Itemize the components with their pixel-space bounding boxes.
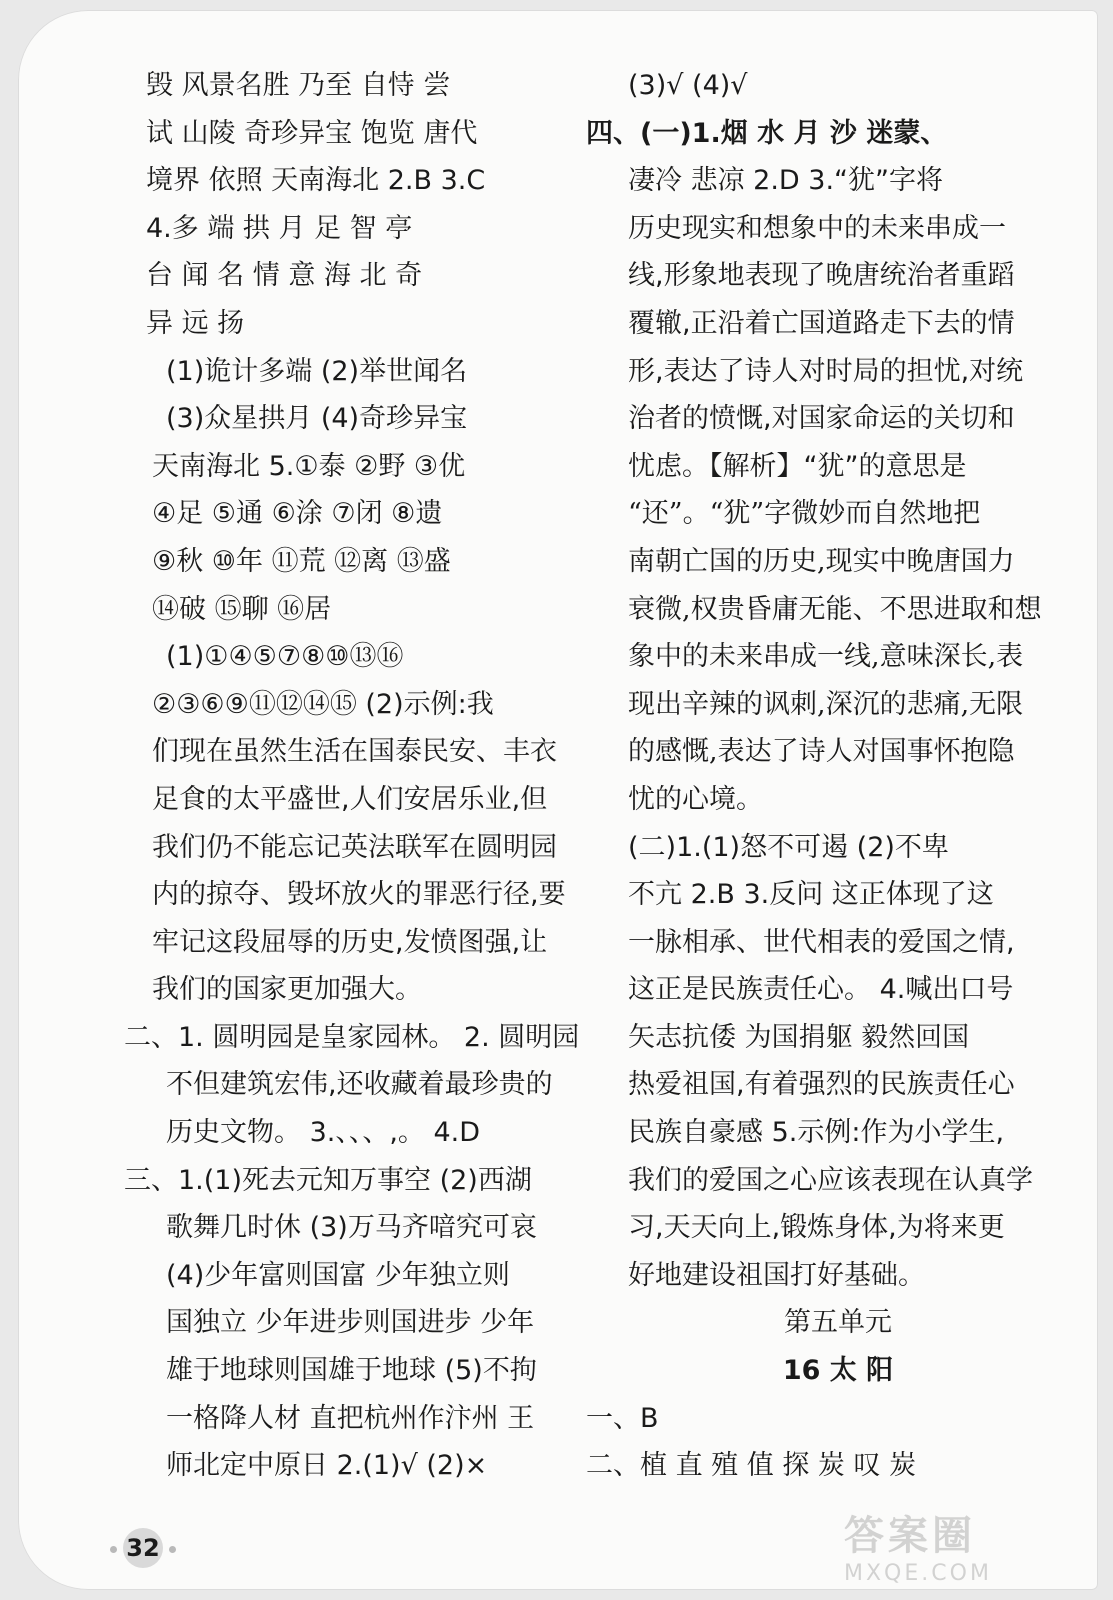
- text-line: 我们仍不能忘记英法联军在圆明园: [152, 831, 557, 863]
- dot-decoration: [110, 1546, 117, 1553]
- text-line: 矢志抗倭 为国捐躯 毅然回国: [628, 1021, 970, 1053]
- text-line: 国独立 少年进步则国进步 少年: [166, 1307, 535, 1339]
- analysis-line: “还”。“犹”字微妙而自然地把: [628, 498, 981, 530]
- left-column: [124, 62, 580, 1490]
- section-line: 一、B: [586, 1402, 659, 1434]
- answer-page: [18, 10, 1098, 1590]
- text-line: 台 闻 名 情 意 海 北 奇: [146, 260, 423, 292]
- watermark-url: MXQE.COM: [844, 1561, 992, 1586]
- analysis-line: 衰微,权贵昏庸无能、不思进取和想: [628, 593, 1042, 625]
- text-line: 牢记这段屈辱的历史,发愤图强,让: [152, 926, 548, 958]
- text-line: 师北定中原日 2.(1)√ (2)×: [166, 1450, 488, 1482]
- text-line: 治者的愤慨,对国家命运的关切和: [628, 403, 1015, 435]
- text-line: (4)少年富则国富 少年独立则: [166, 1259, 510, 1291]
- section-line: 四、(一)1.烟 水 月 沙 迷蒙、: [586, 117, 948, 149]
- text-line: ④足 ⑤通 ⑥涂 ⑦闭 ⑧遗: [152, 498, 443, 530]
- text-line: 歌舞几时休 (3)万马齐喑究可哀: [166, 1212, 537, 1244]
- text-line: 4.多 端 拱 月 足 智 亭: [146, 212, 413, 244]
- text-line: 不亢 2.B 3.反问 这正体现了这: [628, 879, 994, 911]
- text-line: 形,表达了诗人对时局的担忧,对统: [628, 355, 1024, 387]
- text-line: 历史现实和想象中的未来串成一: [628, 212, 1006, 244]
- text-line: (3)√ (4)√: [628, 70, 748, 101]
- text-line: 民族自豪感 5.示例:作为小学生,: [628, 1117, 1005, 1149]
- lesson-title: 16 太 阳: [782, 1355, 894, 1387]
- text-line: 我们的爱国之心应该表现在认真学: [628, 1164, 1033, 1196]
- watermark-text: 答案圈: [844, 1513, 976, 1559]
- text-line: 足食的太平盛世,人们安居乐业,但: [152, 783, 548, 815]
- section-line: 三、1.(1)死去元知万事空 (2)西湖: [124, 1164, 532, 1196]
- text-line: ⑨秋 ⑩年 ⑪荒 ⑫离 ⑬盛: [152, 545, 451, 577]
- text-line: 好地建设祖国打好基础。: [628, 1259, 925, 1291]
- page-number-label: 32: [123, 1528, 163, 1568]
- dot-decoration: [169, 1546, 176, 1553]
- text-line: 天南海北 5.①泰 ②野 ③优: [152, 450, 466, 482]
- text-line: 内的掠夺、毁坏放火的罪恶行径,要: [152, 879, 566, 911]
- text-line: 凄冷 悲凉 2.D 3.“犹”字将: [628, 165, 944, 197]
- text-line: 一格降人材 直把杭州作汴州 王: [166, 1402, 535, 1434]
- text-line: 热爱祖国,有着强烈的民族责任心: [628, 1069, 1015, 1101]
- analysis-line: 象中的未来串成一线,意味深长,表: [628, 641, 1024, 673]
- text-line: 这正是民族责任心。 4.喊出口号: [628, 974, 1014, 1006]
- text-line: 一脉相承、世代相表的爱国之情,: [628, 926, 1015, 958]
- text-line: (1)①④⑤⑦⑧⑩⑬⑯: [166, 641, 404, 673]
- page-number: [104, 1528, 182, 1568]
- section-line: 二、1. 圆明园是皇家园林。 2. 圆明园: [124, 1021, 580, 1053]
- watermark-logo: [844, 1504, 1074, 1584]
- analysis-line: 忧的心境。: [628, 783, 763, 815]
- text-line: 们现在虽然生活在国泰民安、丰衣: [152, 736, 557, 768]
- text-line: 历史文物。 3.、、、,。 4.D: [166, 1117, 481, 1149]
- text-line: 毁 风景名胜 乃至 自恃 尝: [146, 70, 451, 101]
- text-line: ②③⑥⑨⑪⑫⑭⑮ (2)示例:我: [152, 688, 494, 720]
- text-line: 不但建筑宏伟,还收藏着最珍贵的: [166, 1069, 553, 1101]
- text-line: (二)1.(1)怒不可遏 (2)不卑: [628, 831, 949, 863]
- text-line: 试 山陵 奇珍异宝 饱览 唐代: [146, 117, 478, 149]
- text-line: 忧虑。【解析】“犹”的意思是: [628, 450, 967, 482]
- text-line: 覆辙,正沿着亡国道路走下去的情: [628, 307, 1015, 339]
- text-line: 境界 依照 天南海北 2.B 3.C: [146, 165, 486, 197]
- text-line: 雄于地球则国雄于地球 (5)不拘: [166, 1355, 537, 1387]
- text-line: (3)众星拱月 (4)奇珍异宝: [166, 403, 468, 435]
- analysis-line: 南朝亡国的历史,现实中晚唐国力: [628, 545, 1015, 577]
- analysis-line: 的感慨,表达了诗人对国事怀抱隐: [628, 736, 1015, 768]
- text-line: 线,形象地表现了晚唐统治者重蹈: [628, 260, 1015, 292]
- analysis-line: 现出辛辣的讽刺,深沉的悲痛,无限: [628, 688, 1024, 720]
- text-line: 我们的国家更加强大。: [152, 974, 422, 1006]
- section-line: 二、植 直 殖 值 探 炭 叹 炭: [586, 1450, 917, 1482]
- right-column: [586, 62, 1068, 1490]
- text-line: ⑭破 ⑮聊 ⑯居: [152, 593, 332, 625]
- text-line: (1)诡计多端 (2)举世闻名: [166, 355, 468, 387]
- text-line: 异 远 扬: [146, 307, 245, 339]
- unit-heading: 第五单元: [784, 1307, 892, 1339]
- text-line: 习,天天向上,锻炼身体,为将来更: [628, 1212, 1005, 1244]
